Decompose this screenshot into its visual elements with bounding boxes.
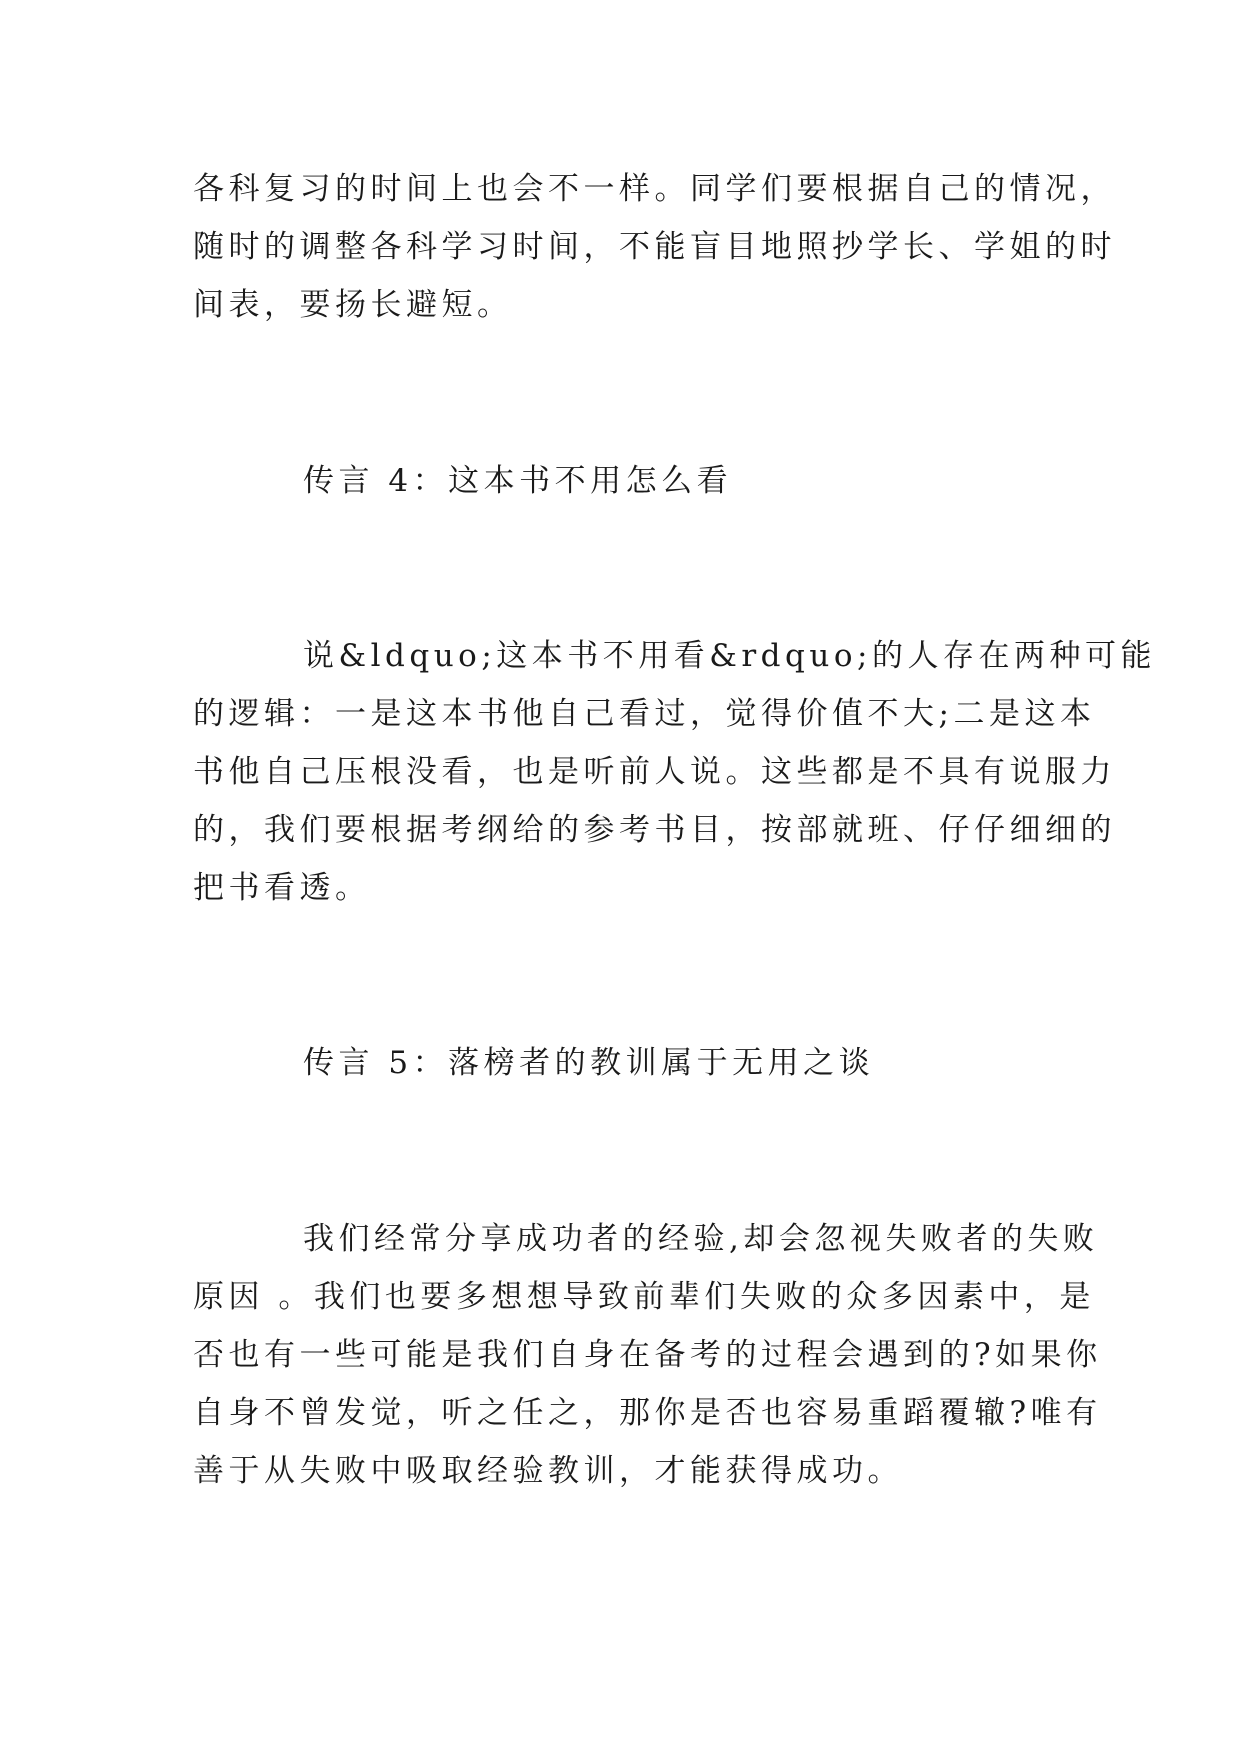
- text-line: 善于从失败中吸取经验教训，才能获得成功。: [193, 1453, 903, 1489]
- text-line: 的逻辑：一是这本书他自己看过，觉得价值不大;二是这本: [193, 696, 1096, 732]
- text-line: 各科复习的时间上也会不一样。同学们要根据自己的情况，: [193, 171, 1116, 207]
- text-line: 说&ldquo;这本书不用看&rdquo;的人存在两种可能: [303, 638, 1156, 674]
- text-line: 间表，要扬长避短。: [193, 287, 513, 323]
- text-line: 随时的调整各科学习时间，不能盲目地照抄学长、学姐的时: [193, 229, 1116, 265]
- text-line: 书他自己压根没看，也是听前人说。这些都是不具有说服力: [193, 754, 1116, 790]
- section-heading-rumor-5: 传言 5：落榜者的教训属于无用之谈: [303, 1045, 875, 1081]
- text-line: 我们经常分享成功者的经验,却会忽视失败者的失败: [303, 1221, 1099, 1257]
- text-line: 原因 。我们也要多想想导致前辈们失败的众多因素中，是: [193, 1279, 1095, 1315]
- section-heading-rumor-4: 传言 4：这本书不用怎么看: [303, 463, 733, 499]
- text-line: 的，我们要根据考纲给的参考书目，按部就班、仔仔细细的: [193, 812, 1116, 848]
- text-line: 否也有一些可能是我们自身在备考的过程会遇到的?如果你: [193, 1337, 1102, 1373]
- text-line: 自身不曾发觉，听之任之，那你是否也容易重蹈覆辙?唯有: [193, 1395, 1102, 1431]
- text-line: 把书看透。: [193, 870, 371, 906]
